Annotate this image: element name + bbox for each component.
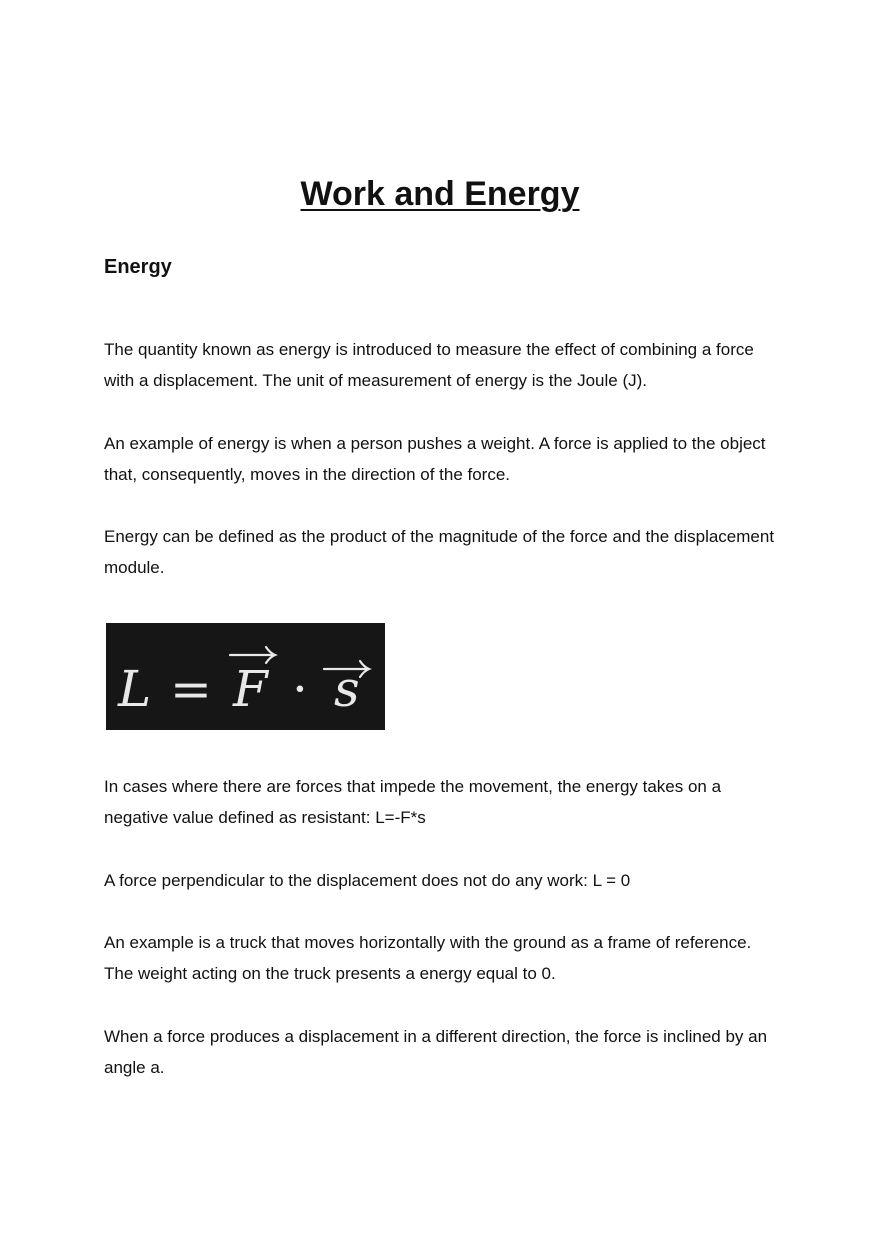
- formula-displacement: s: [334, 660, 360, 718]
- paragraph-energy-definition: The quantity known as energy is introduced to measure the effect of combining a force with a displacement. The unit of measurement of energy is the Joule (J).: [104, 340, 754, 390]
- paragraph-energy-example: An example of energy is when a person pushes a weight. A force is applied to the object that, consequently, moves in the direction of the force.: [104, 434, 766, 484]
- formula-graphic: [106, 623, 385, 730]
- paragraph-energy-product: Energy can be defined as the product of the magnitude of the force and the displacement module.: [104, 527, 775, 577]
- paragraph-truck-example: An example is a truck that moves horizontally with the ground as a frame of reference. The weight acting on the truck presents a energy equal to 0.: [104, 933, 752, 983]
- formula-dot: ·: [292, 660, 308, 718]
- formula-force: F: [233, 660, 268, 718]
- page-title: Work and Energy: [300, 175, 580, 213]
- paragraph-inclined-force: When a force produces a displacement in a different direction, the force is inclined by an angle a.: [104, 1027, 768, 1077]
- paragraph-resistant-energy: In cases where there are forces that impede the movement, the energy takes on a negative value defined as resistant: L=-F*s: [104, 777, 722, 827]
- section-heading-energy: Energy: [104, 256, 172, 278]
- formula-lhs: L: [118, 660, 152, 718]
- paragraph-perpendicular-force: A force perpendicular to the displacement does not do any work: L = 0: [104, 871, 631, 890]
- formula-image: [106, 623, 385, 730]
- formula-equals: =: [170, 660, 212, 718]
